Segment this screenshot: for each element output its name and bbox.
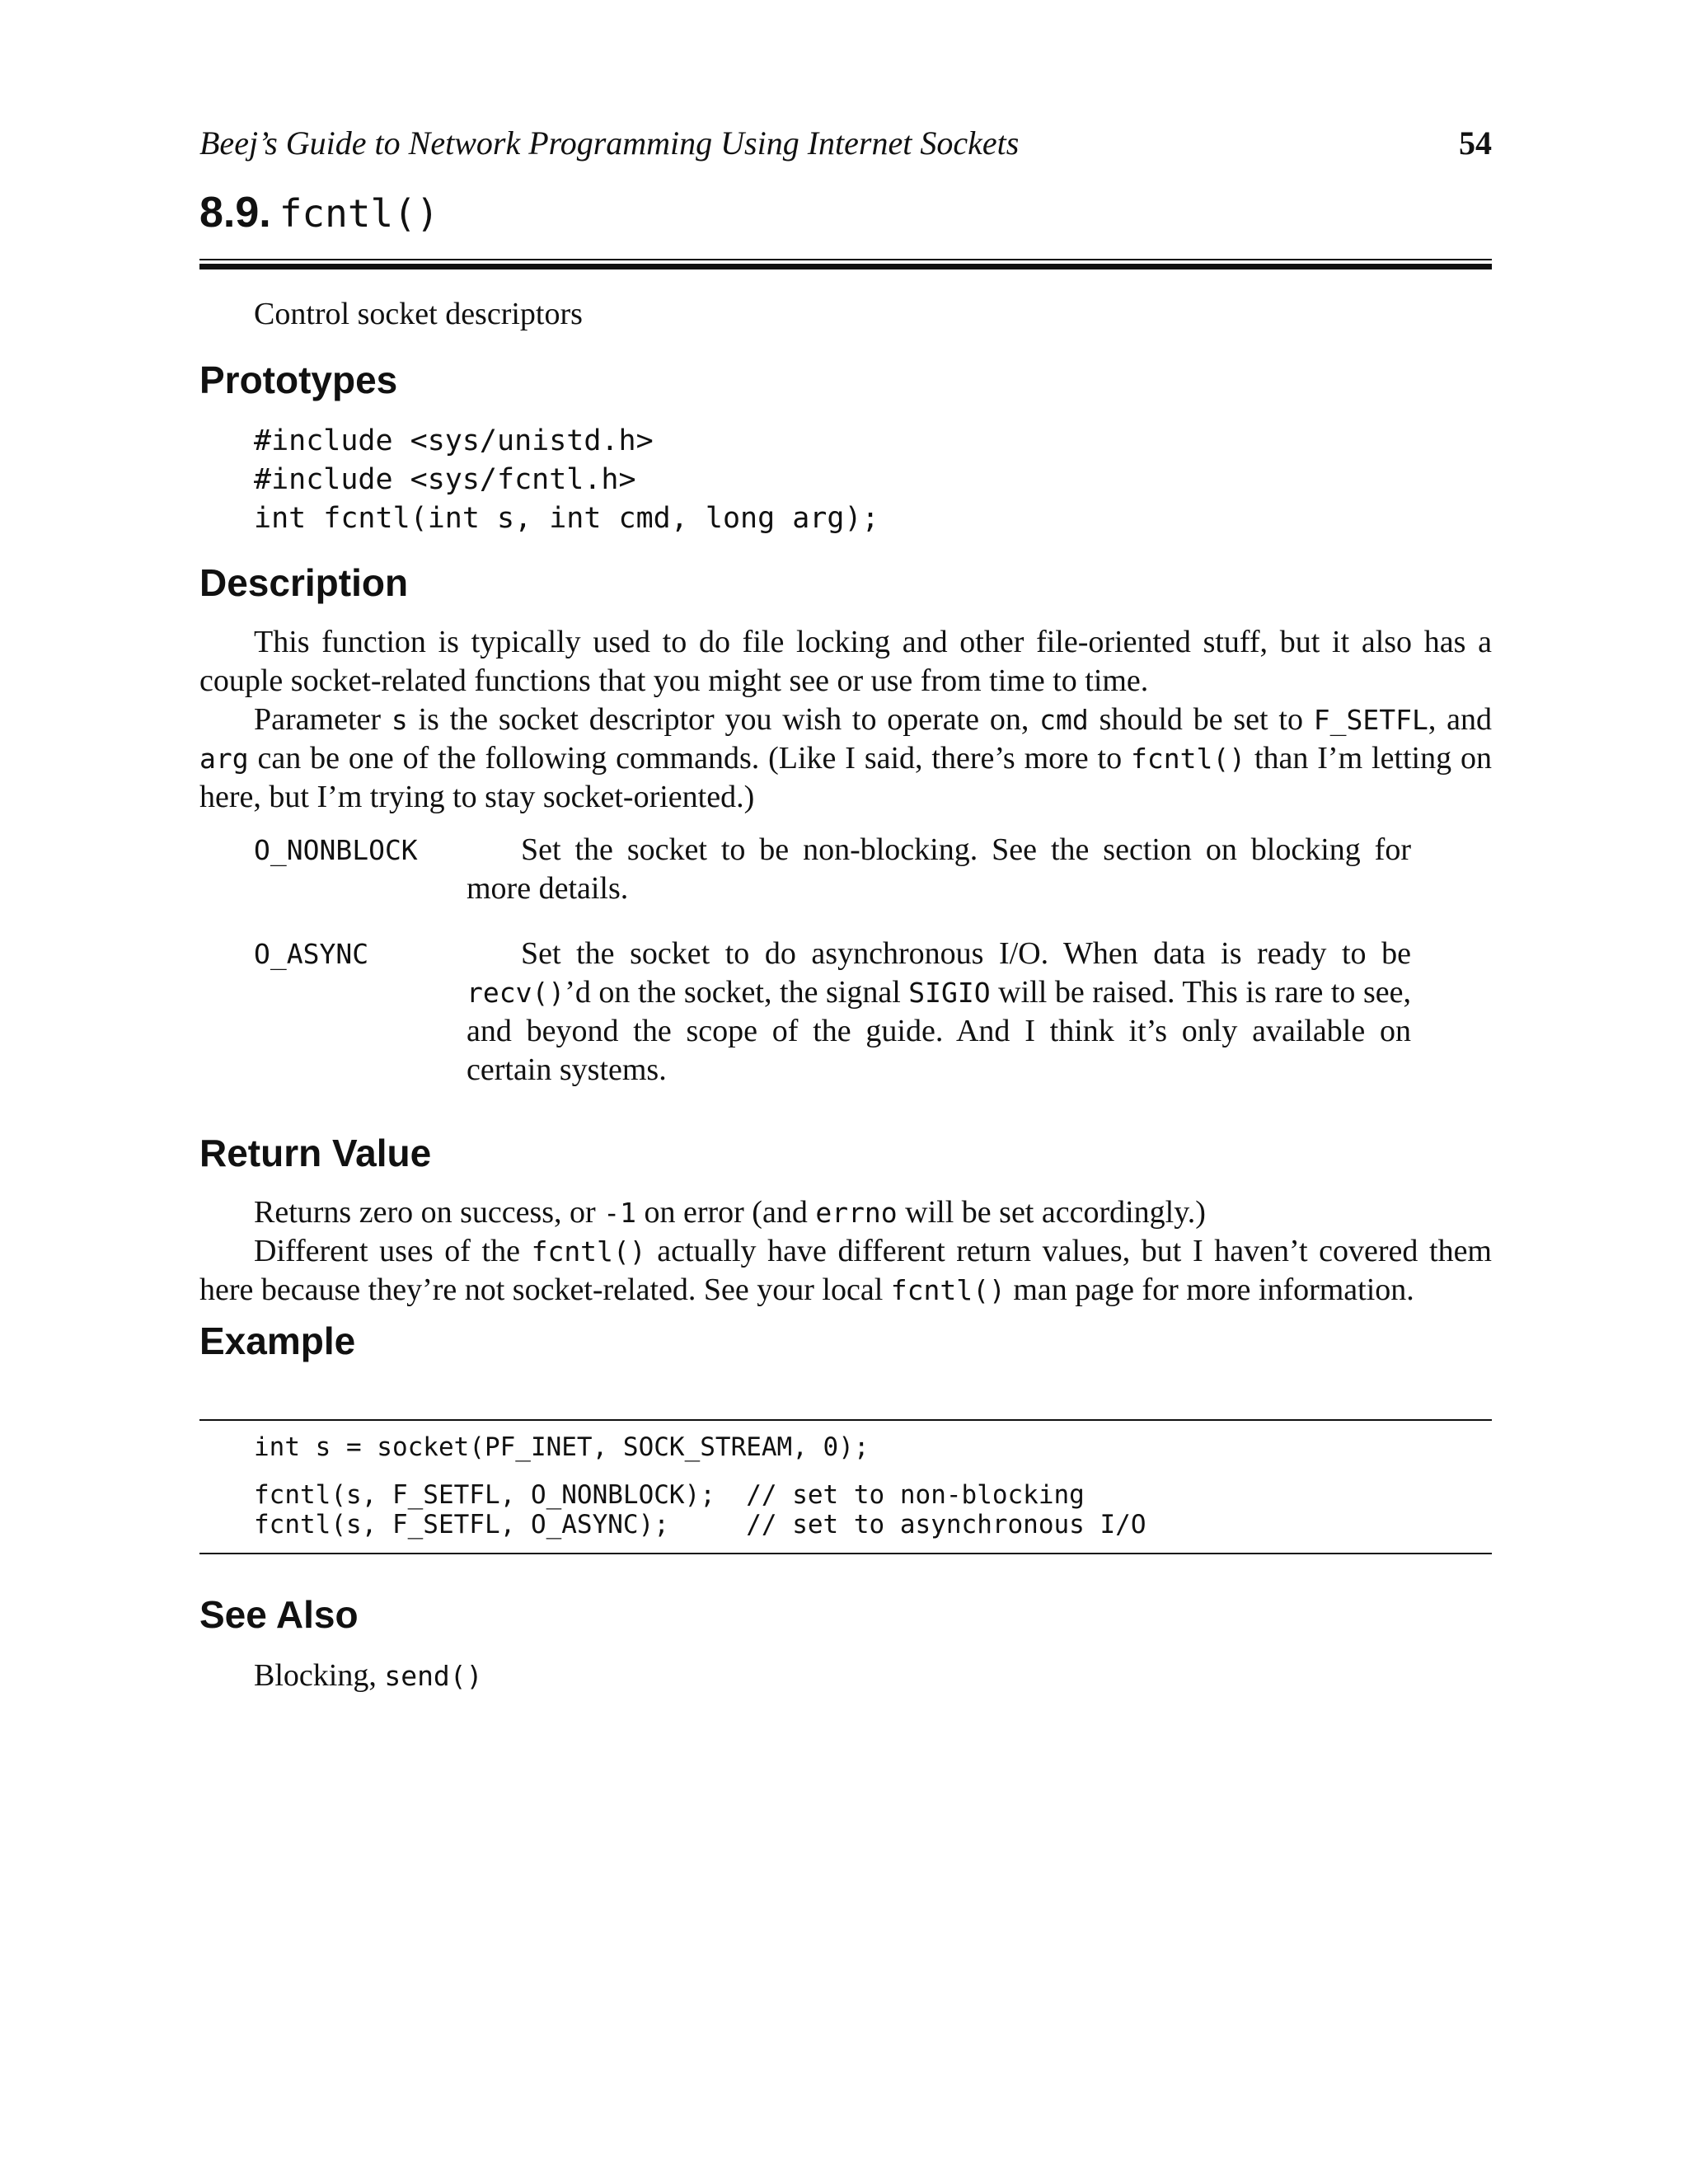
option-definition-async: Set the socket to do asynchronous I/O. When data is ready to be recv()’d on the socket, the signal SIGIO will be raised. This is rare to see, and beyond the scope of the guide. And I think it’s only available on certain systems. — [467, 936, 1411, 1087]
inline-code: -1 — [603, 1197, 636, 1229]
section-summary: Control socket descriptors — [254, 297, 583, 331]
return-value-paragraph-2: Different uses of the fcntl() actually have different return values, but I haven’t covered them here because they’re not socket-related. See your local fcntl() man page for more information. — [199, 1234, 1492, 1307]
inline-code: s — [391, 704, 408, 736]
description-body — [199, 623, 1492, 817]
code-line: #include <sys/fcntl.h> — [254, 463, 636, 496]
heading-rule-thin — [199, 259, 1492, 260]
prototypes-heading: Prototypes — [199, 359, 398, 401]
see-also-send-link[interactable]: send() — [384, 1660, 483, 1692]
example-rule-top — [199, 1419, 1492, 1421]
inline-code: arg — [199, 743, 249, 775]
see-also-heading: See Also — [199, 1593, 359, 1636]
code-line: int fcntl(int s, int cmd, long arg); — [254, 502, 879, 535]
section-function-name: fcntl() — [279, 191, 439, 236]
option-term-async: O_ASYNC — [254, 938, 369, 970]
example-heading: Example — [199, 1319, 356, 1362]
description-paragraph-2: Parameter s is the socket descriptor you wish to operate on, cmd should be set to F_SETFL, and arg can be one of the following commands. (Like I said, there’s more to fcntl() than I’m letting on here, but I’m trying to stay socket-oriented.) — [199, 702, 1492, 814]
option-definition-nonblock: Set the socket to be non-blocking. See the section on blocking for more details. — [467, 832, 1411, 906]
prototypes-code — [254, 422, 879, 538]
heading-rule-thick — [199, 264, 1492, 269]
inline-code: F_SETFL — [1313, 704, 1428, 736]
inline-code: fcntl() — [1131, 743, 1246, 775]
return-value-body — [199, 1193, 1492, 1310]
section-heading — [199, 188, 439, 237]
section-number: 8.9. — [199, 189, 271, 237]
inline-code: SIGIO — [908, 977, 991, 1009]
inline-code: errno — [815, 1197, 898, 1229]
see-also-body: Blocking, send() — [254, 1658, 483, 1693]
inline-code: fcntl() — [890, 1274, 1006, 1306]
example-code-line-2: fcntl(s, F_SETFL, O_NONBLOCK); // set to non-blocking — [254, 1480, 1085, 1510]
running-title: Beej’s Guide to Network Programming Using Internet Sockets — [199, 124, 1020, 162]
description-paragraph-1: This function is typically used to do file locking and other file-oriented stuff, but it also has a couple socket-related functions that you might see or use from time to time. — [199, 625, 1492, 698]
example-code-line-3: fcntl(s, F_SETFL, O_ASYNC); // set to asynchronous I/O — [254, 1510, 1146, 1540]
description-heading: Description — [199, 561, 409, 604]
inline-code: cmd — [1039, 704, 1089, 736]
option-term-nonblock: O_NONBLOCK — [254, 834, 418, 866]
example-rule-bottom — [199, 1553, 1492, 1554]
example-code-line-1: int s = socket(PF_INET, SOCK_STREAM, 0); — [254, 1432, 870, 1462]
inline-code: recv() — [467, 977, 565, 1009]
page-number: 54 — [1459, 124, 1492, 162]
return-value-paragraph-1: Returns zero on success, or -1 on error (and errno will be set accordingly.) — [254, 1195, 1206, 1230]
code-line: #include <sys/unistd.h> — [254, 424, 654, 457]
return-value-heading: Return Value — [199, 1132, 432, 1174]
inline-code: fcntl() — [531, 1235, 646, 1268]
running-header — [199, 124, 1492, 173]
